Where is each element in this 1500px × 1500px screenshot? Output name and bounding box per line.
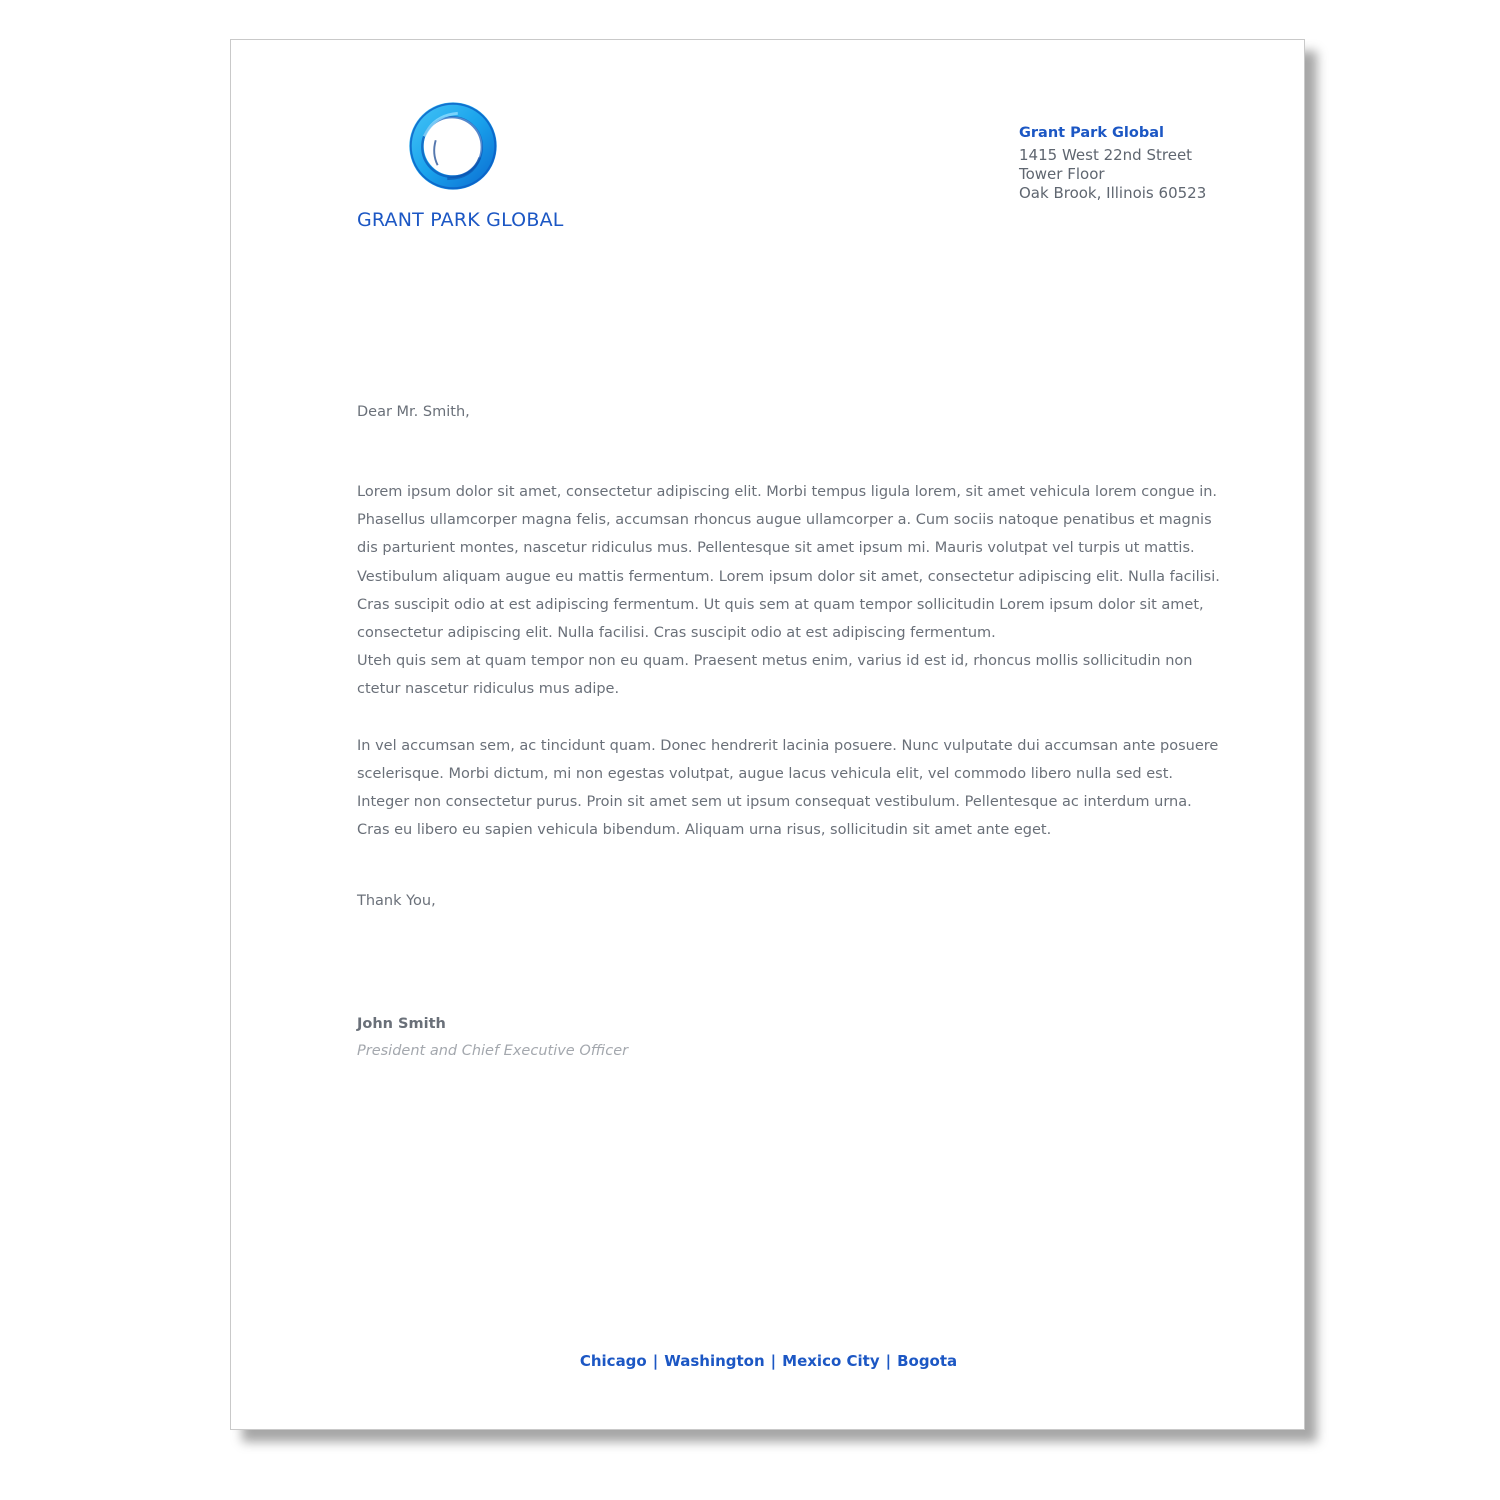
signer-title: President and Chief Executive Officer bbox=[357, 1043, 629, 1059]
signer-name: John Smith bbox=[357, 1016, 446, 1032]
office-chicago: Chicago bbox=[579, 1352, 647, 1370]
body-paragraph-1: Lorem ipsum dolor sit amet, consectetur adipiscing elit. Morbi tempus ligula lorem, sit amet vehicula lorem congue in. Phasellus ullamcorper magna felis, accumsan rhoncus augue ullamcorper a. Cum sociis natoque penatibus et magnis dis parturient montes, nascetur ridiculus mus. Pellentesque sit amet ipsum mi. Mauris volutpat vel turpis ut mattis. Vestibulum aliquam augue eu mattis fermentum. Lorem ipsum dolor sit amet, consectetur adipiscing elit. Nulla facilisi. Cras suscipit odio at est adipiscing fermentum. Ut quis sem at quam tempor sollicitudin Lorem ipsum dolor sit amet, consectetur adipiscing elit. Nulla facilisi. Cras suscipit odio at est adipiscing fermentum. bbox=[357, 484, 1220, 642]
body-paragraph-3: In vel accumsan sem, ac tincidunt quam. Donec hendrerit lacinia posuere. Nunc vulputate dui accumsan ante posuere scelerisque. Morbi dictum, mi non egestas volutpat, augue lacus vehicula elit, vel commodo libero nulla sed est. Integer non consectetur purus. Proin sit amet sem ut ipsum consequat vestibulum. Pellentesque ac interdum urna. Cras eu libero eu sapien vehicula bibendum. Aliquam urna risus, sollicitudin sit amet ante eget. bbox=[357, 737, 1219, 839]
address-line-3: Oak Brook, Illinois 60523 bbox=[1019, 184, 1207, 202]
blue-brush-ring-icon bbox=[405, 98, 501, 194]
brand-name: GRANT PARK GLOBAL bbox=[357, 209, 564, 231]
company-address bbox=[1019, 124, 1206, 203]
address-line-1: 1415 West 22nd Street bbox=[1019, 146, 1193, 164]
footer-separator: | bbox=[770, 1352, 777, 1370]
footer-offices bbox=[231, 1352, 1306, 1370]
body-paragraph-2: Uteh quis sem at quam tempor non eu quam. Praesent metus enim, varius id est id, rhoncus mollis sollicitudin non ctetur nascetur ridiculus mus adipe. bbox=[357, 653, 1193, 698]
address-line-2: Tower Floor bbox=[1019, 165, 1105, 183]
address-company: Grant Park Global bbox=[1019, 125, 1164, 141]
office-bogota: Bogota bbox=[897, 1352, 958, 1370]
letter-body bbox=[357, 478, 1227, 844]
letter-page bbox=[230, 39, 1305, 1430]
office-mexico-city: Mexico City bbox=[782, 1352, 880, 1370]
office-washington: Washington bbox=[664, 1352, 765, 1370]
footer-separator: | bbox=[885, 1352, 892, 1370]
closing: Thank You, bbox=[357, 893, 436, 909]
salutation: Dear Mr. Smith, bbox=[357, 404, 470, 420]
footer-separator: | bbox=[652, 1352, 659, 1370]
